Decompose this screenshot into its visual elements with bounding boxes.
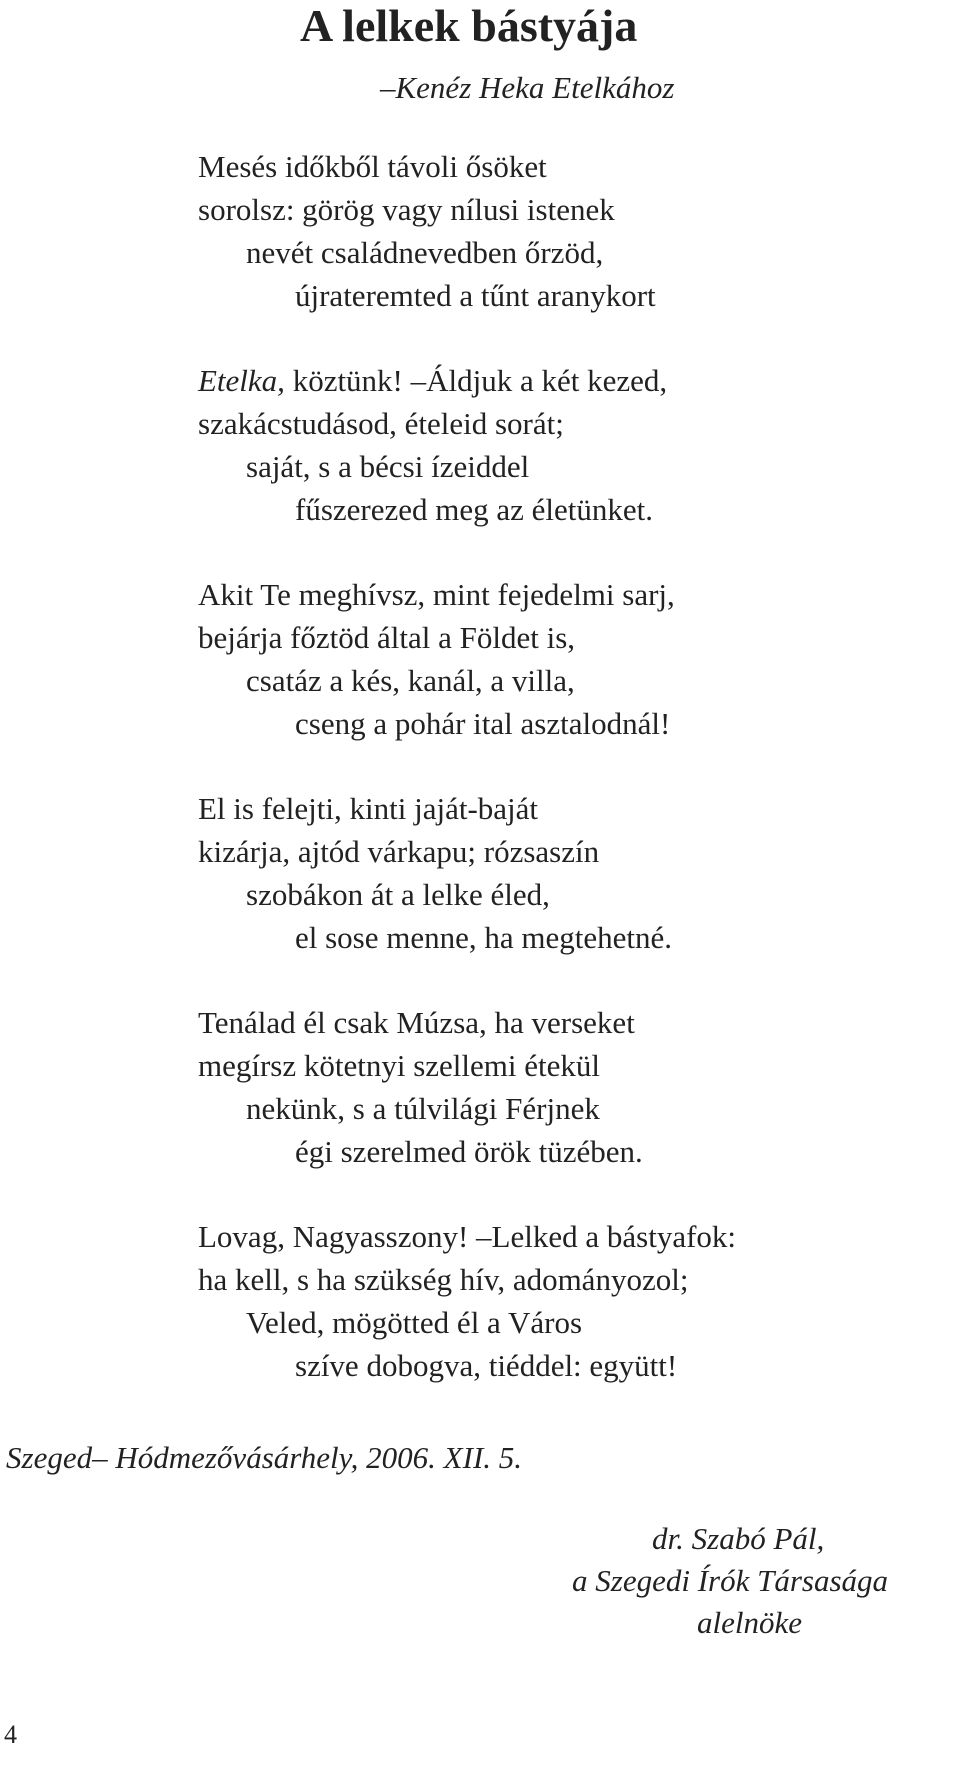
poem-dedication: –Kenéz Heka Etelkához <box>380 70 675 105</box>
poem-line: Tenálad él csak Múzsa, ha verseket <box>198 1005 635 1040</box>
poem-line: Mesés időkből távoli ősöket <box>198 149 547 184</box>
poem-line: nekünk, s a túlvilági Férjnek <box>246 1091 600 1126</box>
poem-line: kizárja, ajtód várkapu; rózsaszín <box>198 834 600 869</box>
stanza-6 <box>198 1215 958 1387</box>
poem-line: nevét családnevedben őrzöd, <box>246 235 604 270</box>
poem-line-rest: köztünk! –Áldjuk a két kezed, <box>284 363 668 398</box>
author-signature <box>560 1518 960 1644</box>
poem-line: fűszerezed meg az életünket. <box>295 492 654 527</box>
stanza-2 <box>198 359 958 531</box>
poem-line: sorolsz: görög vagy nílusi istenek <box>198 192 615 227</box>
poem-line: el sose menne, ha megtehetné. <box>295 920 673 955</box>
poem-line: megírsz kötetnyi szellemi étekül <box>198 1048 601 1083</box>
poem-line: cseng a pohár ital asztalodnál! <box>295 706 671 741</box>
poem-line: újrateremted a tűnt aranykort <box>295 278 656 313</box>
poem-line: szobákon át a lelke éled, <box>246 877 550 912</box>
poem-line: Akit Te meghívsz, mint fejedelmi sarj, <box>198 577 675 612</box>
stanza-4 <box>198 787 958 959</box>
poem-line <box>198 359 958 402</box>
stanza-5 <box>198 1001 958 1173</box>
poem-line: szakácstudásod, ételeid sorát; <box>198 406 564 441</box>
poem-line: ha kell, s ha szükség hív, adományozol; <box>198 1262 689 1297</box>
poem-line: bejárja főztöd által a Földet is, <box>198 620 576 655</box>
poem-line: El is felejti, kinti jaját-baját <box>198 791 539 826</box>
poem-line: égi szerelmed örök tüzében. <box>295 1134 643 1169</box>
poem-line: saját, s a bécsi ízeiddel <box>246 449 530 484</box>
author-name: dr. Szabó Pál, <box>652 1521 825 1556</box>
poem-line: csatáz a kés, kanál, a villa, <box>246 663 575 698</box>
poem-body <box>198 145 958 1429</box>
stanza-3 <box>198 573 958 745</box>
addressee-name: Etelka, <box>198 363 285 398</box>
poem-title: A lelkek bástyája <box>300 0 638 51</box>
poem-line: Lovag, Nagyasszony! –Lelked a bástyafok: <box>198 1219 737 1254</box>
author-affiliation: a Szegedi Írók Társasága <box>572 1563 889 1598</box>
page-number: 4 <box>4 1720 17 1749</box>
poem-line: Veled, mögötted él a Város <box>246 1305 583 1340</box>
poem-line: szíve dobogva, tiéddel: együtt! <box>295 1348 678 1383</box>
place-and-date: Szeged– Hódmezővásárhely, 2006. XII. 5. <box>6 1440 523 1475</box>
author-role: alelnöke <box>697 1605 803 1640</box>
stanza-1 <box>198 145 958 317</box>
